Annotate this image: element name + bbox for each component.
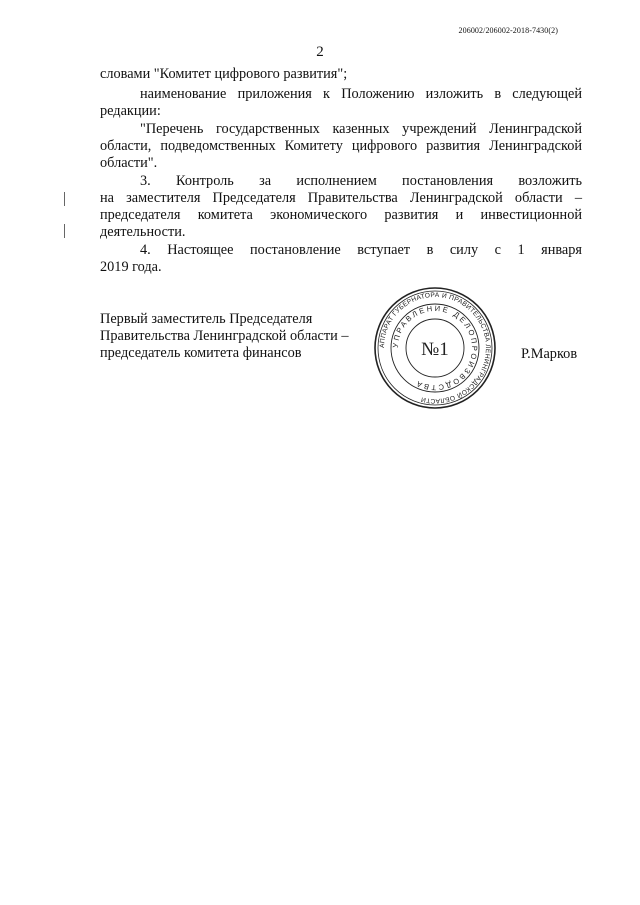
body-line: редакции: [100,103,161,119]
official-stamp [372,285,498,411]
signer-name: Р.Марков [521,346,578,362]
body-line: наименование приложения к Положению изложить в следующей [140,86,582,102]
body-line: словами "Комитет цифрового развития"; [100,66,348,82]
signer-title-line: Первый заместитель Председателя [100,311,313,327]
margin-mark [64,224,65,238]
body-line: области". [100,155,158,171]
signer-title-line: председатель комитета финансов [100,345,302,361]
body-line: области, подведомственных Комитету цифрового развития Ленинградской [100,138,582,154]
body-line: на заместителя Председателя Правительства Ленинградской области – [100,190,582,206]
document-number: 206002/206002-2018-7430(2) [458,26,558,35]
body-line: деятельности. [100,224,186,240]
stamp-outer-text: АППАРАТ ГУБЕРНАТОРА И ПРАВИТЕЛЬСТВА ЛЕНИНГРАДСКОЙ ОБЛАСТИ [378,291,492,405]
body-line: 3. Контроль за исполнением постановления возложить [140,173,582,189]
body-line: председателя комитета экономического развития и инвестиционной [100,207,582,223]
margin-mark [64,192,65,206]
stamp-inner-text: УПРАВЛЕНИЕ ДЕЛОПРОИЗВОДСТВА [390,303,480,393]
body-line: "Перечень государственных казенных учреждений Ленинградской [140,121,582,137]
body-line: 2019 года. [100,259,162,275]
stamp-number: №1 [421,339,449,360]
signer-title-line: Правительства Ленинградской области – [100,328,349,344]
page-number: 2 [316,44,324,60]
body-line: 4. Настоящее постановление вступает в силу с 1 января [140,242,582,258]
